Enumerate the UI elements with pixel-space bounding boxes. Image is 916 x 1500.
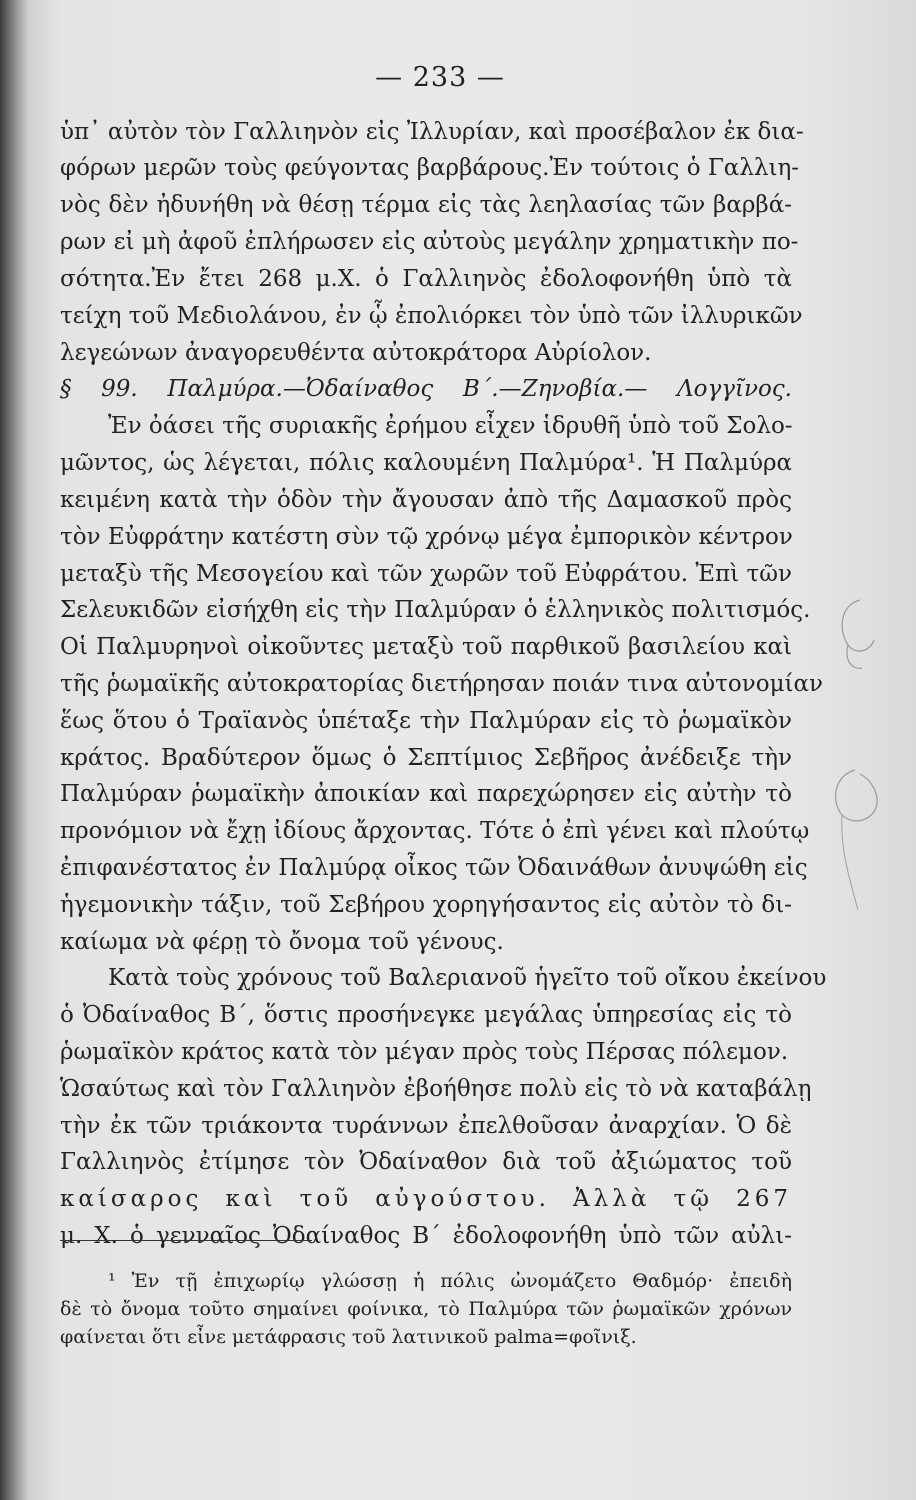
- body-line: καίσαρος καὶ τοῦ αὐγούστου. Ἀλλὰ τῷ 267: [60, 1186, 792, 1212]
- body-line: ρων εἰ μὴ ἀφοῦ ἐπλήρωσεν εἰς αὐτοὺς μεγάλην χρηματικὴν πο-: [60, 229, 799, 255]
- body-line: σότητα.Ἐν ἔτει 268 μ.Χ. ὁ Γαλλιηνὸς ἐδολοφονήθη ὑπὸ τὰ: [60, 266, 792, 292]
- body-line: καίωμα νὰ φέρῃ τὸ ὄνομα τοῦ γένους.: [60, 929, 504, 955]
- body-line: κράτος. Βραδύτερον ὅμως ὁ Σεπτίμιος Σεβῆρος ἀνέδειξε τὴν: [60, 745, 792, 771]
- body-line: ἡγεμονικὴν τάξιν, τοῦ Σεβήρου χορηγήσαντος εἰς αὐτὸν τὸ δι-: [60, 892, 792, 918]
- body-line: τὴν ἐκ τῶν τριάκοντα τυράννων ἐπελθοῦσαν ἀναρχίαν. Ὁ δὲ: [60, 1113, 792, 1139]
- body-line: τῆς ῥωμαϊκῆς αὐτοκρατορίας διετήρησαν ποιάν τινα αὐτονομίαν: [60, 671, 824, 697]
- body-line: ἐπιφανέστατος ἐν Παλμύρᾳ οἶκος τῶν Ὀδαινάθων ἀνυψώθη εἰς: [60, 855, 808, 881]
- footnote-rule: [60, 1240, 312, 1241]
- pencil-sketch-icon: [800, 560, 910, 920]
- page-number: — 233 —: [375, 62, 505, 93]
- body-line: ἕως ὅτου ὁ Τραϊανὸς ὑπέταξε τὴν Παλμύραν εἰς τὸ ῥωμαϊκὸν: [60, 708, 792, 734]
- footnote-line: ¹ Ἐν τῇ ἐπιχωρίῳ γλώσσῃ ἡ πόλις ὠνομάζετο Θαδμόρ· ἐπειδὴ: [108, 1270, 792, 1292]
- footnote-line: φαίνεται ὅτι εἶνε μετάφρασις τοῦ λατινικοῦ palma=φοῖνιξ.: [60, 1326, 637, 1348]
- body-line: Ἐν ὀάσει τῆς συριακῆς ἐρήμου εἶχεν ἱδρυθῆ ὑπὸ τοῦ Σολο-: [108, 413, 793, 439]
- footnote-line: δὲ τὸ ὄνομα τοῦτο σημαίνει φοίνικα, τὸ Παλμύρα τῶν ῥωμαϊκῶν χρόνων: [60, 1298, 792, 1320]
- body-line: Κατὰ τοὺς χρόνους τοῦ Βαλεριανοῦ ἡγεῖτο τοῦ οἴκου ἐκείνου: [108, 965, 827, 991]
- body-line: Οἱ Παλμυρηνοὶ οἰκοῦντες μεταξὺ τοῦ παρθικοῦ βασιλείου καὶ: [60, 634, 792, 660]
- body-line: Σελευκιδῶν εἰσήχθη εἰς τὴν Παλμύραν ὁ ἑλληνικὸς πολιτισμός.: [60, 597, 811, 623]
- section-heading: § 99. Παλμύρα.—Ὀδαίναθος Β΄.—Ζηνοβία.— Λογγῖνος.: [60, 376, 792, 402]
- body-line: Παλμύραν ῥωμαϊκὴν ἀποικίαν καὶ παρεχώρησεν εἰς αὐτὴν τὸ: [60, 781, 792, 807]
- body-line: ῥωμαϊκὸν κράτος κατὰ τὸν μέγαν πρὸς τοὺς Πέρσας πόλεμον.: [60, 1039, 789, 1065]
- body-line: φόρων μερῶν τοὺς φεύγοντας βαρβάρους.Ἐν τούτοις ὁ Γαλλιη-: [60, 155, 800, 181]
- body-line: νὸς δὲν ἠδυνήθη νὰ θέσῃ τέρμα εἰς τὰς λεηλασίας τῶν βαρβά-: [60, 192, 792, 218]
- body-line: ὁ Ὀδαίναθος Β΄, ὅστις προσήνεγκε μεγάλας ὑπηρεσίας εἰς τὸ: [60, 1002, 792, 1028]
- body-line: προνόμιον νὰ ἔχῃ ἰδίους ἄρχοντας. Τότε ὁ ἐπὶ γένει καὶ πλούτῳ: [60, 818, 810, 844]
- body-line: τὸν Εὐφράτην κατέστη σὺν τῷ χρόνῳ μέγα ἐμπορικὸν κέντρον: [60, 524, 793, 550]
- body-line: Ὡσαύτως καὶ τὸν Γαλλιηνὸν ἐβοήθησε πολὺ εἰς τὸ νὰ καταβάλῃ: [60, 1076, 812, 1102]
- body-line: μεταξὺ τῆς Μεσογείου καὶ τῶν χωρῶν τοῦ Εὐφράτου. Ἐπὶ τῶν: [60, 561, 792, 587]
- body-line: μ. Χ. ὁ γενναῖος Ὀδαίναθος Β΄ ἐδολοφονήθη ὑπὸ τῶν αὐλι-: [60, 1223, 792, 1249]
- body-line: λεγεώνων ἀναγορευθέντα αὐτοκράτορα Αὐρίολον.: [60, 340, 652, 366]
- body-line: κειμένη κατὰ τὴν ὁδὸν τὴν ἄγουσαν ἀπὸ τῆς Δαμασκοῦ πρὸς: [60, 487, 792, 513]
- body-line: μῶντος, ὡς λέγεται, πόλις καλουμένη Παλμύρα¹. Ἡ Παλμύρα: [60, 450, 792, 476]
- body-line: τείχη τοῦ Μεδιολάνου, ἐν ᾧ ἐπολιόρκει τὸν ὑπὸ τῶν ἰλλυρικῶν: [60, 303, 803, 329]
- body-line: Γαλλιηνὸς ἐτίμησε τὸν Ὀδαίναθον διὰ τοῦ ἀξιώματος τοῦ: [60, 1149, 792, 1175]
- body-line: ὑπ᾽ αὐτὸν τὸν Γαλλιηνὸν εἰς Ἰλλυρίαν, καὶ προσέβαλον ἐκ δια-: [60, 119, 804, 145]
